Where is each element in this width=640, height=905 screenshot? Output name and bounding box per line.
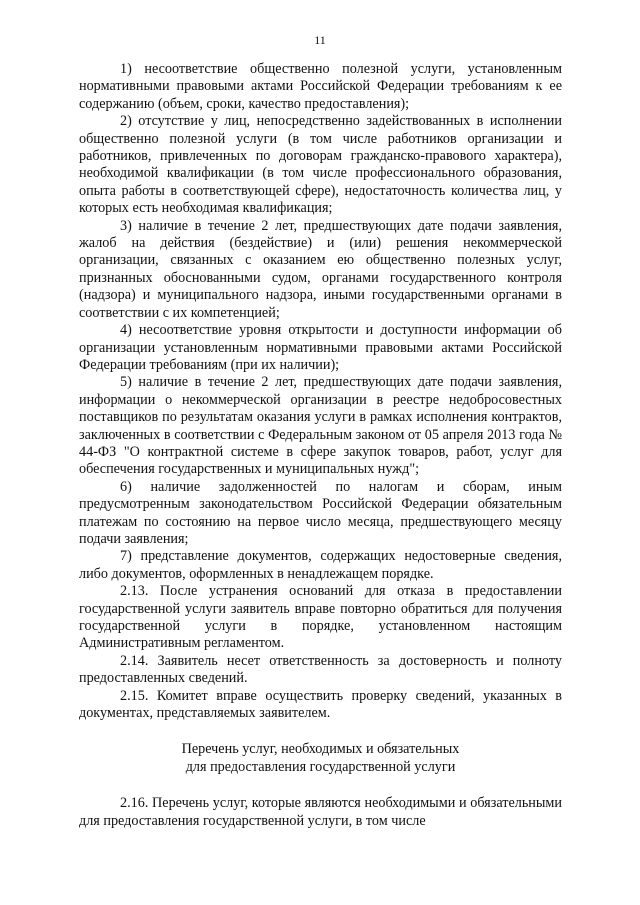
document-body bbox=[79, 61, 562, 830]
paragraph-item-7: 7) представление документов, содержащих недостоверные сведения, либо документов, оформленных в ненадлежащем порядке. bbox=[79, 548, 562, 582]
paragraph-item-2: 2) отсутствие у лиц, непосредственно задействованных в исполнении общественно полезной услуги (в том числе работников организации и работников, привлеченных по договорам гражданско-правового характера), необходимой квалификации (в том числе профессионального образования, опыта работы в соответствующей сфере), недостаточность количества лиц, у которых есть необходимая квалификация; bbox=[79, 113, 562, 217]
section-heading bbox=[79, 741, 562, 776]
paragraph-2-13: 2.13. После устранения оснований для отказа в предоставлении государственной услуги заявитель вправе повторно обратиться для получения государственной услуги в порядке, установленном настоящим Административным регламентом. bbox=[79, 583, 562, 652]
paragraph-item-3: 3) наличие в течение 2 лет, предшествующих дате подачи заявления, жалоб на действия (бездействие) и (или) решения некоммерческой организации, связанных с оказанием ею общественно полезных услуг, признанных обоснованными судом, органами государственного контроля (надзора) и муниципального надзора, иными государственными органами в соответствии с их компетенцией; bbox=[79, 217, 562, 321]
paragraph-item-6: 6) наличие задолженностей по налогам и сборам, иным предусмотренным законодательством Российской Федерации обязательным платежам по состоянию на первое число месяца, предшествующего месяцу подачи заявления; bbox=[79, 478, 562, 547]
paragraph-2-16: 2.16. Перечень услуг, которые являются необходимыми и обязательными для предоставления государственной услуги, в том числе bbox=[79, 795, 562, 829]
paragraph-2-15: 2.15. Комитет вправе осуществить проверку сведений, указанных в документах, представляемых заявителем. bbox=[79, 687, 562, 722]
paragraph-item-1: 1) несоответствие общественно полезной услуги, установленным нормативными правовыми актами Российской Федерации требованиям к ее содержанию (объем, сроки, качество предоставления); bbox=[79, 61, 562, 112]
paragraph-item-4: 4) несоответствие уровня открытости и доступности информации об организации установленным нормативными правовыми актами Российской Федерации требованиям (при их наличии); bbox=[79, 322, 562, 373]
section-heading-line-2: для предоставления государственной услуги bbox=[185, 758, 456, 775]
page-number: 11 bbox=[314, 33, 326, 47]
paragraph-2-14: 2.14. Заявитель несет ответственность за достоверность и полноту предоставленных сведений. bbox=[79, 652, 562, 687]
paragraph-item-5: 5) наличие в течение 2 лет, предшествующих дате подачи заявления, информации о некоммерческой организации в реестре недобросовестных поставщиков по результатам оказания услуги в рамках исполнения контрактов, заключенных в соответствии с Федеральным законом от 05 апреля 2013 года № 44-ФЗ "О контрактной системе в сфере закупок товаров, работ, услуг для обеспечения государственных и муниципальных нужд"; bbox=[79, 374, 562, 478]
section-heading-line-1: Перечень услуг, необходимых и обязательных bbox=[181, 741, 460, 758]
